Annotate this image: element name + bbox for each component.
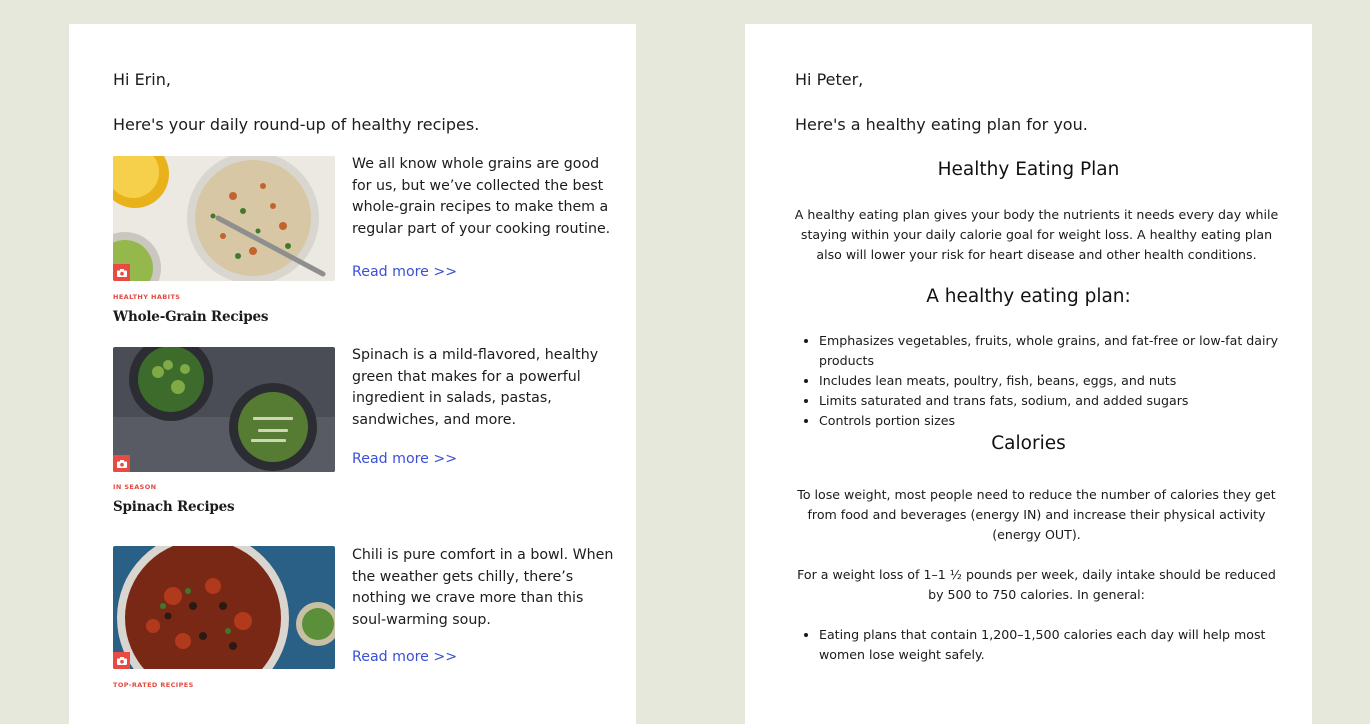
email-card-healthy-recipes [69, 24, 636, 724]
chili-pot-illustration [113, 546, 335, 669]
recipe-image-chili[interactable] [113, 546, 335, 669]
calories-title: Calories [991, 433, 1066, 454]
list-item: • Eating plans that contain 1,200–1,500 calories each day will help most women lose weight safely. [819, 625, 1309, 665]
list-item: • Controls portion sizes [819, 411, 1309, 431]
email-card-eating-plan [745, 24, 1312, 724]
camera-icon [113, 455, 130, 472]
plan-paragraph: A healthy eating plan gives your body the nutrients it needs every day while staying within your daily calorie goal for weight loss. A healthy eating plan also will lower your risk for heart disease and other health conditions. [794, 207, 1279, 262]
calories-paragraph: For a weight loss of 1–1 ½ pounds per week, daily intake should be reduced by 500 to 750 calories. In general: [797, 567, 1276, 602]
greeting: Hi Erin, [113, 70, 171, 89]
greeting: Hi Peter, [795, 70, 864, 89]
read-more-link[interactable]: Read more >> [352, 649, 458, 665]
list-item: • Limits saturated and trans fats, sodium, and added sugars [819, 391, 1309, 411]
list-item: • Includes lean meats, poultry, fish, beans, eggs, and nuts [819, 371, 1309, 391]
calories-list [795, 625, 1309, 665]
recipe-title[interactable]: Spinach Recipes [113, 499, 235, 515]
recipe-image-spinach[interactable] [113, 347, 335, 472]
plan-list [795, 331, 1309, 431]
recipe-tag: IN SEASON [113, 483, 157, 491]
spinach-bowls-illustration [113, 347, 335, 472]
read-more-link[interactable]: Read more >> [352, 451, 458, 467]
intro-text: Here's your daily round-up of healthy recipes. [113, 115, 480, 134]
camera-icon [113, 264, 130, 281]
recipe-description: Spinach is a mild-flavored, healthy green that makes for a powerful ingredient in salads, pastas, sandwiches, and more. [352, 347, 599, 428]
whole-grain-bowl-illustration [113, 156, 335, 281]
camera-icon [113, 652, 130, 669]
recipe-image-whole-grain[interactable] [113, 156, 335, 281]
read-more-link[interactable]: Read more >> [352, 264, 458, 280]
recipe-description: We all know whole grains are good for us, but we’ve collected the best whole-grain recipes to make them a regular part of your cooking routine. [352, 156, 611, 237]
list-item: • Emphasizes vegetables, fruits, whole grains, and fat-free or low-fat dairy products [819, 331, 1309, 371]
recipe-tag: TOP-RATED RECIPES [113, 681, 194, 689]
plan-subtitle: A healthy eating plan: [926, 286, 1131, 307]
plan-title: Healthy Eating Plan [937, 159, 1120, 180]
recipe-title[interactable]: Whole-Grain Recipes [113, 309, 269, 325]
recipe-tag: HEALTHY HABITS [113, 293, 181, 301]
intro-text: Here's a healthy eating plan for you. [795, 115, 1088, 134]
recipe-description: Chili is pure comfort in a bowl. When the weather gets chilly, there’s nothing we crave more than this soul-warming soup. [352, 547, 614, 628]
calories-paragraph: To lose weight, most people need to reduce the number of calories they get from food and beverages (energy IN) and increase their physical activity (energy OUT). [797, 487, 1276, 542]
